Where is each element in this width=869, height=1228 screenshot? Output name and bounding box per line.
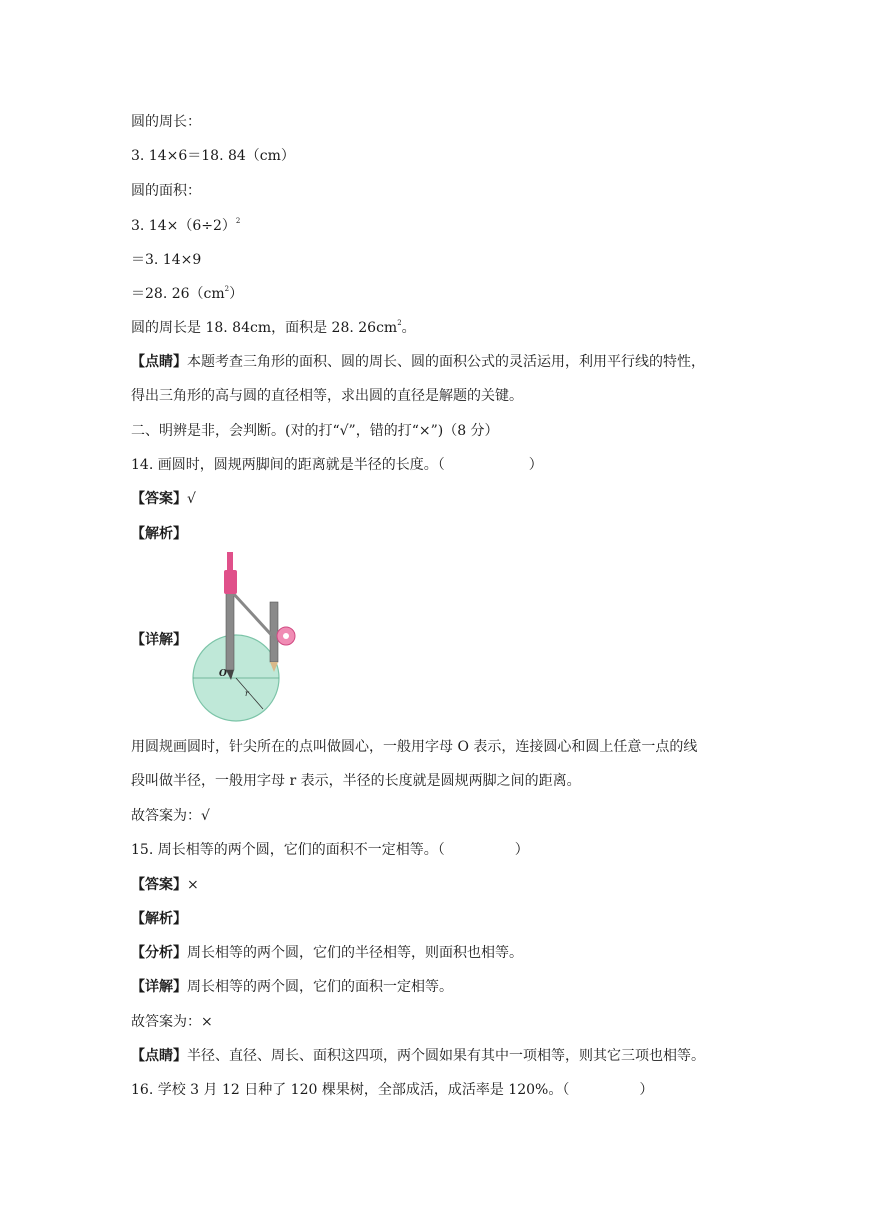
tag-label: 【分析】 [131, 945, 187, 961]
formula-line: 3. $14\times(6\div 2)^2$ [131, 217, 241, 234]
compass-wheel-hub [283, 633, 289, 639]
remark-line: 【点睛】半径、直径、周长、面积这四项，两个圆如果有其中一项相等，则其它三项也相等。 [131, 1048, 705, 1064]
tag-label: 【点睛】 [131, 354, 187, 370]
compass-needle-leg [226, 590, 234, 670]
compass-pencil-leg [270, 602, 278, 662]
superscript: 2 [397, 319, 402, 327]
compass-head [224, 570, 237, 594]
radius-label: r [245, 689, 249, 698]
superscript: 2 [235, 217, 241, 225]
analysis-line [131, 524, 187, 544]
answer-line: 【答案】× [131, 877, 199, 893]
tag-label: 【详解】 [131, 632, 187, 648]
question-15: 15. 周长相等的两个圆，它们的面积不一定相等。（ ） [131, 842, 529, 858]
conclusion-line: 故答案为：× [131, 1014, 213, 1030]
tag-label: 【详解】 [131, 979, 187, 995]
text-line: 用圆规画圆时，针尖所在的点叫做圆心，一般用字母 O 表示，连接圆心和圆上任意一点的线 [131, 739, 698, 755]
detail-line: 【详解】周长相等的两个圆，它们的面积一定相等。 [131, 979, 453, 995]
formula-line: ＝3. 14×9 [131, 252, 202, 268]
question-14: 14. 画圆时，圆规两脚间的距离就是半径的长度。（ ） [131, 457, 543, 473]
tag-label: 【答案】 [131, 491, 187, 507]
compass-arm [232, 592, 276, 640]
conclusion-line: 故答案为：√ [131, 808, 210, 824]
text-line: 圆的面积： [131, 183, 201, 199]
formula-line: ＝28. $26(cm^2)$ [131, 285, 244, 302]
compass-handle [227, 552, 233, 572]
tag-label: 【解析】 [131, 911, 187, 927]
tag-label: 【答案】 [131, 877, 187, 893]
text-line: 段叫做半径，一般用字母 r 表示，半径的长度就是圆规两脚之间的距离。 [131, 773, 581, 789]
remark-line: 【点睛】本题考查三角形的面积、圆的周长、圆的面积公式的灵活运用，利用平行线的特性， [131, 354, 705, 370]
superscript: 2 [224, 285, 230, 293]
tag-label: 【解析】 [131, 526, 187, 542]
question-16: 16. 学校 3 月 12 日种了 120 棵果树，全部成活，成活率是 120%。（ ） [131, 1082, 654, 1098]
center-label: O [219, 669, 227, 679]
analysis-line [131, 909, 187, 929]
analysis-line: 【分析】周长相等的两个圆，它们的半径相等，则面积也相等。 [131, 945, 523, 961]
text-line: 得出三角形的高与圆的直径相等，求出圆的直径是解题的关键。 [131, 388, 523, 404]
tag-label: 【点睛】 [131, 1048, 187, 1064]
text-line: 3. 14×6＝18. 84（cm） [131, 148, 295, 164]
text-line: 圆的周长： [131, 114, 201, 130]
section-heading: 二、明辨是非，会判断。(对的打“√”，错的打“×”)（8 分） [131, 423, 499, 439]
answer-line: 【答案】√ [131, 491, 196, 507]
detail-line [131, 630, 187, 650]
compass-figure [190, 550, 305, 725]
text-line: 圆的周长是 18. 84cm，面积是 28. $26cm^2$。 [131, 319, 416, 336]
